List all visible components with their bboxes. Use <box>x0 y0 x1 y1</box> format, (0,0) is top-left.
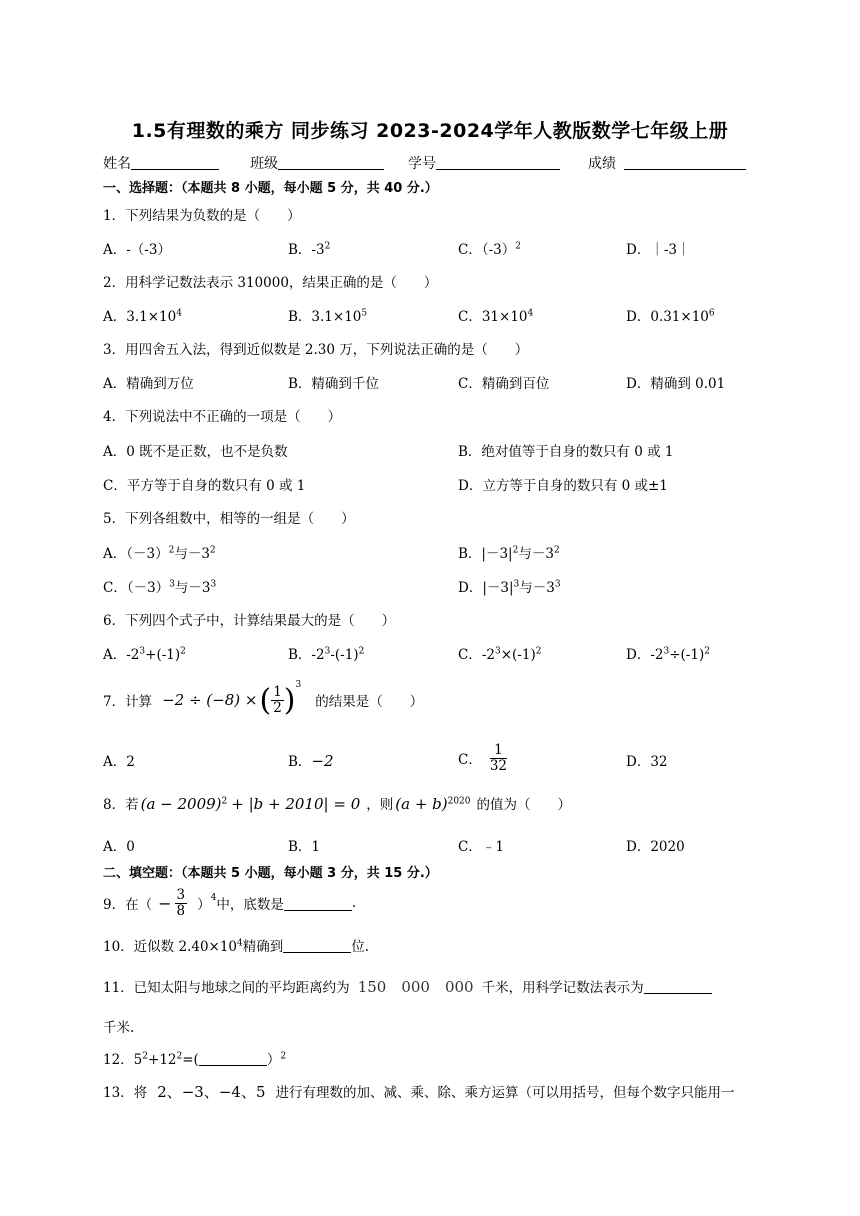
question-12: 12．$5^2+12^2=$( ）$^2$ <box>103 1051 287 1068</box>
class-label: 班级 <box>250 156 278 172</box>
q9-answer-blank[interactable] <box>284 896 352 911</box>
q2-option-a[interactable]: A．$3.1\times 10^4$ <box>103 308 182 325</box>
q3-option-c[interactable]: C．精确到百位 <box>458 376 550 392</box>
q9-fraction: $\frac{3}{8}$ <box>176 886 186 919</box>
q8-option-c[interactable]: C．﹣1 <box>458 839 504 855</box>
number-blank[interactable] <box>436 155 560 170</box>
question-7: 7．计算 −2 ÷ (−8) × ( $\frac{1}{2}$ ) $^3$ 的结果是（ ） <box>103 680 424 718</box>
question-1: 1．下列结果为负数的是（ ） <box>103 208 301 224</box>
score-blank[interactable] <box>624 155 746 170</box>
question-6: 6．下列四个式子中，计算结果最大的是（ ） <box>103 613 396 629</box>
q3-option-b[interactable]: B．精确到千位 <box>288 376 379 392</box>
q7-option-b[interactable]: B．−2 <box>288 752 334 770</box>
q6-option-c[interactable]: C．$-2^3\times(-1)^2$ <box>458 646 542 663</box>
q7-expression: −2 ÷ (−8) × <box>162 691 258 709</box>
question-9: 9．在（ − $\frac{3}{8}$ ） $^4$ 中，底数是 . <box>103 886 357 919</box>
q4-option-c[interactable]: C．平方等于自身的数只有 0 或 1 <box>103 478 306 494</box>
score-field[interactable] <box>588 153 746 173</box>
q7-option-a[interactable]: A．2 <box>103 754 135 770</box>
q7-option-c[interactable]: C． $\frac{1}{32}$ <box>458 741 508 774</box>
q2-option-c[interactable]: C．$31\times 10^4$ <box>458 308 534 325</box>
q8-option-b[interactable]: B．1 <box>288 839 321 855</box>
q4-option-b[interactable]: B．绝对值等于自身的数只有 0 或 1 <box>458 444 674 460</box>
q4-option-d[interactable]: D．立方等于自身的数只有 0 或±1 <box>458 478 668 494</box>
question-5: 5．下列各组数中，相等的一组是（ ） <box>103 511 355 527</box>
q5-option-b[interactable]: B．$|-3|^2$与$-3^2$ <box>458 545 560 562</box>
q3-option-d[interactable]: D．精确到 0.01 <box>626 376 726 392</box>
q3-option-a[interactable]: A．精确到万位 <box>103 376 194 392</box>
q5-option-c[interactable]: C．$(-3)^3$与$-3^3$ <box>103 579 217 596</box>
section-choice-heading: 一、选择题：（本题共 8 小题，每小题 5 分，共 40 分.） <box>103 181 438 196</box>
number-field[interactable] <box>408 153 560 173</box>
q4-option-a[interactable]: A．0 既不是正数，也不是负数 <box>103 444 288 460</box>
number-label: 学号 <box>408 156 436 172</box>
question-13: 13．将 2、−3、−4、5 进行有理数的加、减、乘、除、乘方运算（可以用括号，但每个数字只能用一 <box>103 1083 735 1101</box>
q6-option-b[interactable]: B．$-2^3-(-1)^2$ <box>288 646 365 663</box>
question-11-cont: 千米. <box>103 1020 135 1036</box>
page-title: 1.5有理数的乘方 同步练习 2023-2024学年人教版数学七年级上册 <box>131 120 729 142</box>
q7-fraction: $\frac{1}{2}$ <box>273 683 282 716</box>
question-2: 2．用科学记数法表示 310000，结果正确的是（ ） <box>103 275 438 291</box>
question-11: 11．已知太阳与地球之间的平均距离约为 150 000 000 千米，用科学记数法表示为 <box>103 976 712 997</box>
q6-option-d[interactable]: D．$-2^3\div(-1)^2$ <box>626 646 710 663</box>
q1-option-d[interactable]: D．｜-3｜ <box>626 242 691 258</box>
q10-answer-blank[interactable] <box>283 938 351 953</box>
q11-answer-blank[interactable] <box>644 979 712 994</box>
score-label: 成绩 <box>588 156 616 172</box>
q1-option-a[interactable]: A．-（-3） <box>103 242 171 258</box>
q6-option-a[interactable]: A．$-2^3+(-1)^2$ <box>103 646 186 663</box>
q1-option-b[interactable]: B．$-3^2$ <box>288 241 331 258</box>
q8-option-d[interactable]: D．2020 <box>626 839 685 855</box>
q5-option-a[interactable]: A．$(-3)^2$与$-3^2$ <box>103 545 216 562</box>
name-label: 姓名 <box>103 156 131 172</box>
question-3: 3．用四舍五入法，得到近似数是 2.30 万，下列说法正确的是（ ） <box>103 342 529 358</box>
q5-option-d[interactable]: D．$|-3|^3$与$-3^3$ <box>458 579 561 596</box>
q8-option-a[interactable]: A．0 <box>103 839 135 855</box>
name-field[interactable] <box>103 153 219 173</box>
q7-option-d[interactable]: D．32 <box>626 754 668 770</box>
question-4: 4．下列说法中不正确的一项是（ ） <box>103 409 342 425</box>
question-8: 8．若 $(a - 2009)^2 + |b + 2010| = 0$ ，则 $(a + b)^{2020}$ 的值为（ ） <box>103 795 572 813</box>
q2-option-b[interactable]: B．$3.1\times 10^5$ <box>288 308 368 325</box>
section-fill-heading: 二、填空题：（本题共 5 小题，每小题 3 分，共 15 分.） <box>103 866 438 881</box>
question-10: 10．近似数 $2.40\times 10^4$精确到 位. <box>103 938 370 955</box>
q1-option-c[interactable]: C．$(-3)^2$ <box>458 241 521 258</box>
name-blank[interactable] <box>131 155 219 170</box>
class-field[interactable] <box>250 153 384 173</box>
class-blank[interactable] <box>278 155 384 170</box>
q2-option-d[interactable]: D．$0.31\times 10^6$ <box>626 308 715 325</box>
q12-answer-blank[interactable] <box>199 1051 267 1066</box>
